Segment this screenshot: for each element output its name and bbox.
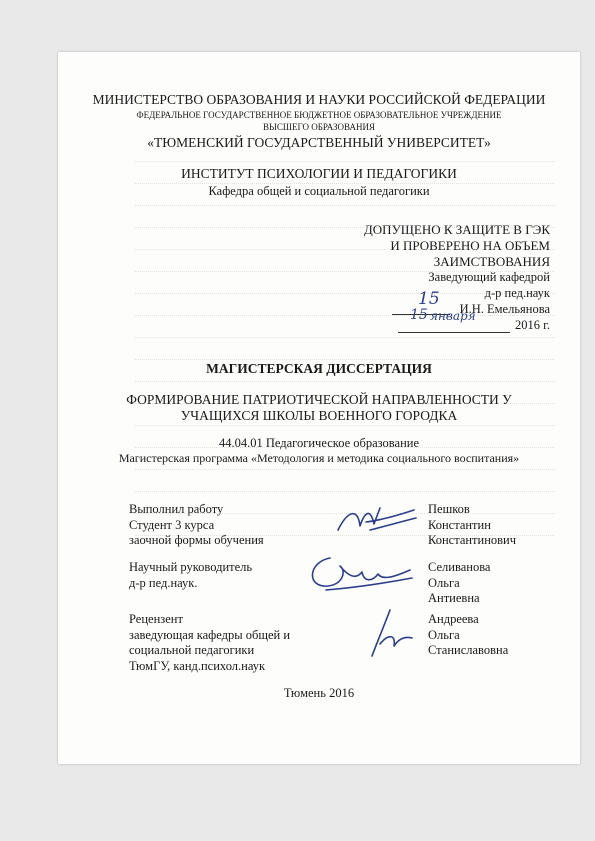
student-name — [428, 502, 516, 549]
reviewer-block — [129, 612, 290, 674]
program-code: 44.04.01 Педагогическое образование — [218, 436, 420, 450]
reviewer-signature — [360, 604, 420, 664]
student-course: Студент 3 курса — [129, 517, 215, 532]
approval-line-2: И ПРОВЕРЕНО НА ОБЪЕМ — [390, 238, 550, 253]
institute-name: ИНСТИТУТ ПСИХОЛОГИИ И ПЕДАГОГИКИ — [181, 166, 457, 181]
approval-line-1: ДОПУЩЕНО К ЗАЩИТЕ В ГЭК — [363, 222, 550, 237]
approval-year: 2016 г. — [515, 318, 550, 332]
ministry-line: МИНИСТЕРСТВО ОБРАЗОВАНИЯ И НАУКИ РОССИЙСКОЙ ФЕДЕРАЦИИ — [92, 92, 546, 107]
program-name: Магистерская программа «Методология и методика социального воспитания» — [118, 451, 520, 465]
student-surname: Пешков — [428, 502, 470, 516]
supervisor-name — [428, 560, 490, 607]
supervisor-label: Научный руководитель — [129, 560, 253, 574]
university-name: «ТЮМЕНСКИЙ ГОСУДАРСТВЕННЫЙ УНИВЕРСИТЕТ» — [147, 135, 491, 150]
student-form: заочной формы обучения — [129, 533, 264, 547]
approver-degree: д-р пед.наук — [484, 286, 550, 300]
reviewer-label: Рецензент — [129, 612, 183, 626]
show-through-contents — [135, 140, 555, 536]
reviewer-firstname: Ольга — [428, 627, 460, 642]
supervisor-degree: д-р пед.наук. — [129, 575, 198, 590]
reviewer-surname: Андреева — [428, 612, 479, 626]
city-year: Тюмень 2016 — [283, 686, 355, 700]
student-label: Выполнил работу — [129, 502, 224, 516]
reviewer-position: заведующая кафедры общей и — [129, 627, 291, 642]
agency-line-2: ВЫСШЕГО ОБРАЗОВАНИЯ — [263, 122, 375, 132]
student-block — [129, 502, 264, 549]
approval-line-3: ЗАИМСТВОВАНИЯ — [433, 254, 550, 269]
handwritten-date-day: 15 — [410, 307, 428, 323]
supervisor-firstname: Ольга — [428, 575, 460, 590]
supervisor-patronymic: Антиевна — [428, 591, 480, 605]
supervisor-surname: Селиванова — [428, 560, 491, 574]
approver-role: Заведующий кафедрой — [428, 270, 550, 284]
reviewer-patronymic: Станиславовна — [428, 643, 509, 657]
reviewer-department: социальной педагогики — [129, 643, 255, 657]
reviewer-name — [428, 612, 508, 659]
handwritten-date-month: января — [430, 309, 476, 323]
approver-name: И.Н. Емельянова — [459, 302, 550, 316]
supervisor-signature — [300, 548, 420, 596]
student-patronymic: Константинович — [428, 533, 517, 547]
thesis-type: МАГИСТЕРСКАЯ ДИССЕРТАЦИЯ — [206, 361, 432, 376]
student-signature — [330, 500, 420, 540]
student-firstname: Константин — [428, 517, 491, 532]
agency-line-1: ФЕДЕРАЛЬНОЕ ГОСУДАРСТВЕННОЕ БЮДЖЕТНОЕ ОБРАЗОВАТЕЛЬНОЕ УЧРЕЖДЕНИЕ — [136, 110, 502, 120]
thesis-title-line-1: ФОРМИРОВАНИЕ ПАТРИОТИЧЕСКОЙ НАПРАВЛЕННОСТИ У — [126, 392, 512, 407]
approver-signature-mark: 15 — [418, 289, 440, 309]
supervisor-block — [129, 560, 252, 591]
reviewer-degree: ТюмГУ, канд.психол.наук — [129, 658, 266, 673]
department-name: Кафедра общей и социальной педагогики — [208, 184, 430, 198]
thesis-title-line-2: УЧАЩИХСЯ ШКОЛЫ ВОЕННОГО ГОРОДКА — [180, 408, 458, 423]
